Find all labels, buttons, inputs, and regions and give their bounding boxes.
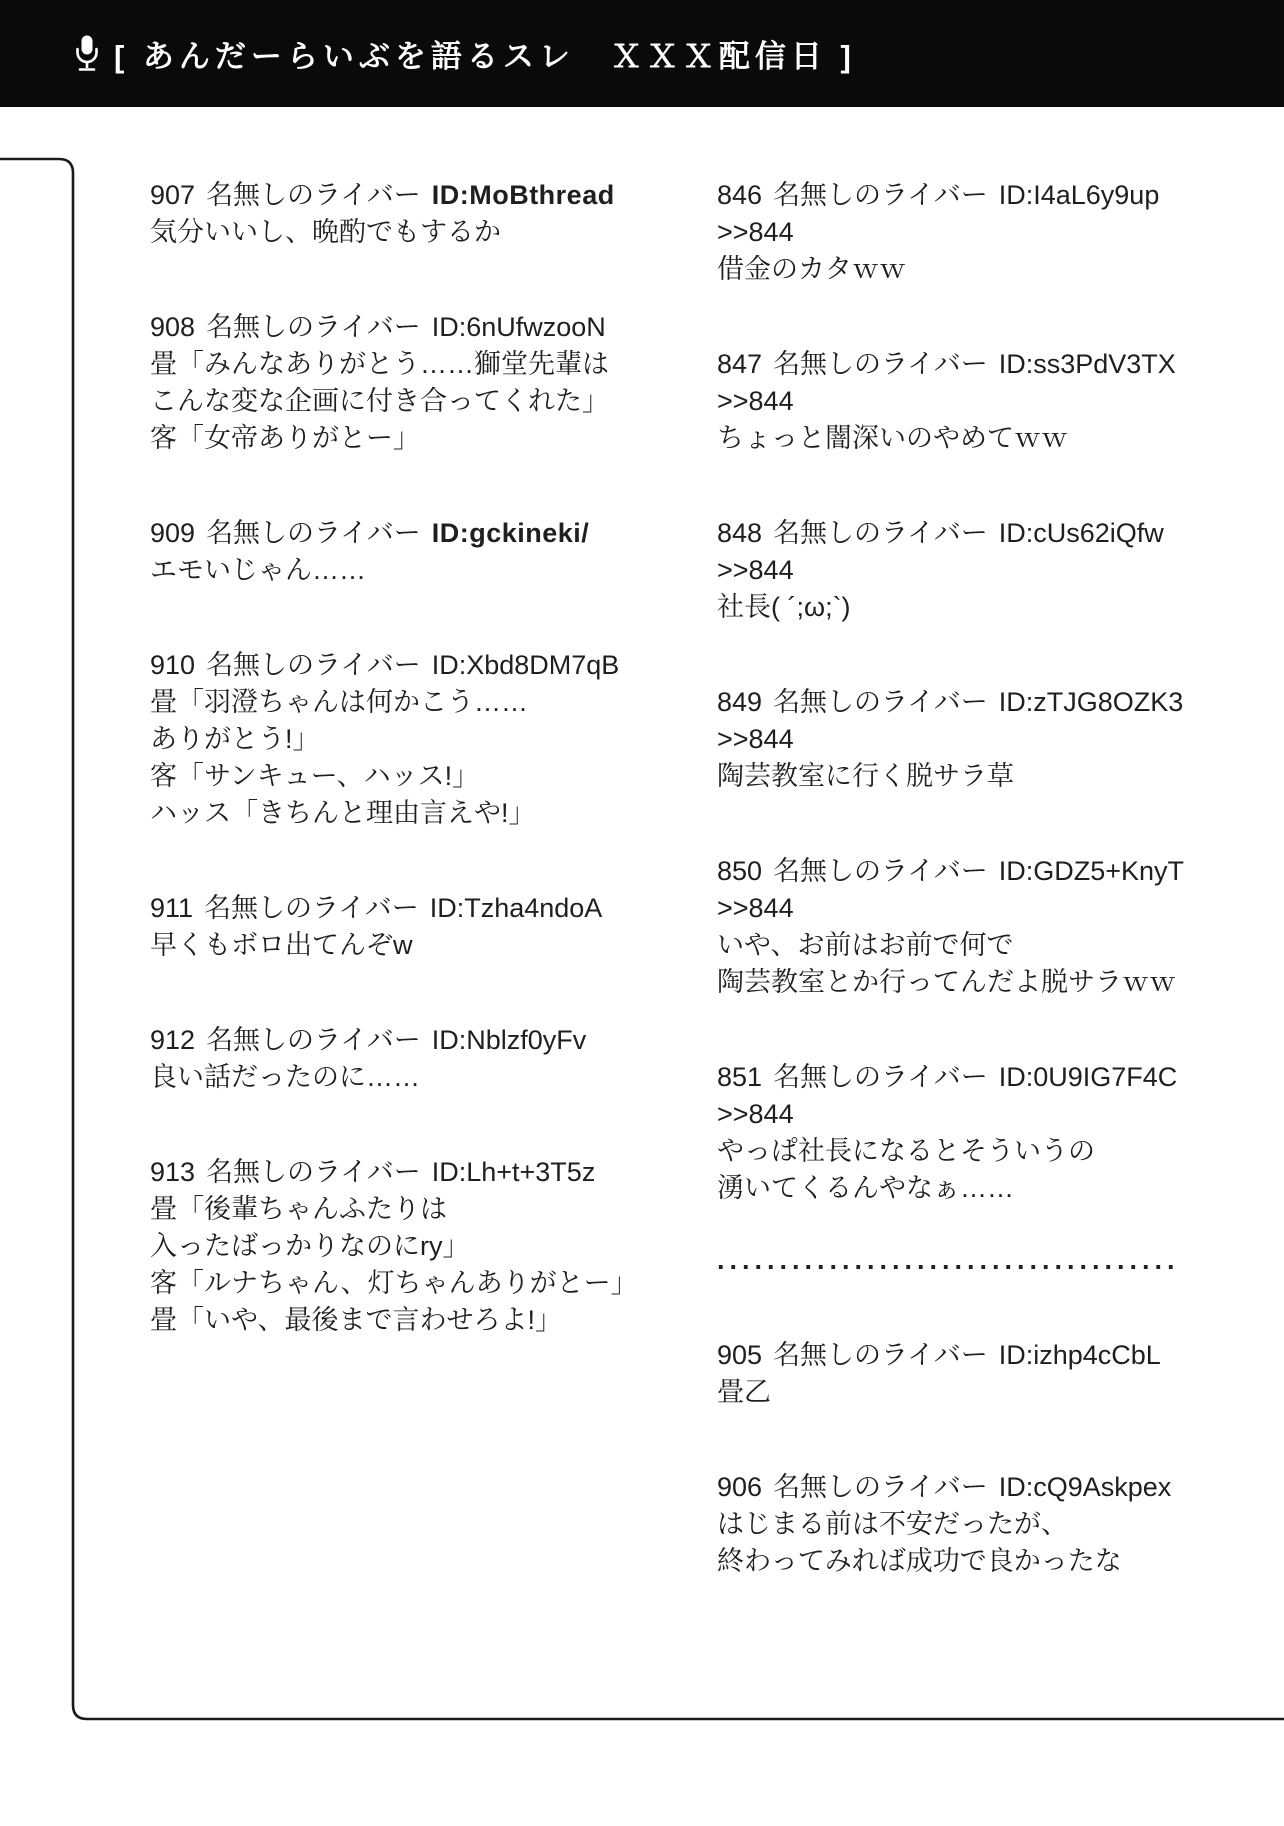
post-author: 名無しのライバー <box>206 518 421 548</box>
post-number: 911 <box>150 893 194 923</box>
post-header <box>150 1154 638 1191</box>
microphone-icon <box>74 34 100 74</box>
post-header <box>717 1469 1184 1506</box>
thread-column-left <box>150 177 638 1397</box>
post-id: ID:0U9IG7F4C <box>998 1062 1178 1092</box>
post-line: 畳「後輩ちゃんふたりは <box>150 1194 447 1224</box>
post-line: 借金のカタｗｗ <box>717 254 906 284</box>
anchor-reference-line: >>844 <box>717 555 794 585</box>
separator-dots: ..................................... <box>717 1245 1180 1275</box>
post-id: ID:Tzha4ndoA <box>429 893 603 923</box>
post <box>717 1337 1184 1411</box>
post-line: こんな変な企画に付き合ってくれた」 <box>150 386 609 416</box>
post-id: ID:izhp4cCbL <box>998 1340 1161 1370</box>
anchor-reference-line: >>844 <box>717 893 794 923</box>
post-line: 畳乙 <box>717 1377 771 1407</box>
anchor-reference-line: >>844 <box>717 386 794 416</box>
post <box>150 647 638 832</box>
post-line: 客「女帝ありがとー」 <box>150 423 420 453</box>
post-line: 畳「羽澄ちゃんは何かこう…… <box>150 687 528 717</box>
post-id: ID:ss3PdV3TX <box>998 349 1176 379</box>
post-number: 848 <box>717 518 763 548</box>
post-number: 912 <box>150 1025 196 1055</box>
post <box>150 177 638 251</box>
post <box>717 515 1184 626</box>
post-line: 入ったばっかりなのにry」 <box>150 1231 470 1261</box>
post-number: 910 <box>150 650 196 680</box>
post-number: 849 <box>717 687 763 717</box>
post-header <box>150 309 638 346</box>
post-id: ID:gckineki/ <box>431 518 590 548</box>
post-author: 名無しのライバー <box>206 180 421 210</box>
post-author: 名無しのライバー <box>773 856 988 886</box>
post-line: 終わってみれば成功で良かったな <box>717 1546 1122 1576</box>
post-author: 名無しのライバー <box>206 1157 421 1187</box>
anchor-reference-line: >>844 <box>717 724 794 754</box>
post-author: 名無しのライバー <box>773 1062 988 1092</box>
post <box>717 346 1184 457</box>
post-header <box>150 515 638 552</box>
post-id: ID:MoBthread <box>431 180 615 210</box>
post <box>717 1059 1184 1207</box>
post-number: 905 <box>717 1340 763 1370</box>
post-header <box>717 853 1184 890</box>
thread-title: [ あんだーらいぶを語るスレ ＸＸＸ配信日 ] <box>114 39 856 74</box>
post-id: ID:cUs62iQfw <box>998 518 1164 548</box>
post-number: 908 <box>150 312 196 342</box>
post-number: 907 <box>150 180 196 210</box>
post-header <box>717 684 1184 721</box>
post-header <box>150 1022 638 1059</box>
post-line: 社長( ´;ω;`) <box>717 592 851 622</box>
post-author: 名無しのライバー <box>773 1472 988 1502</box>
anchor-reference-line: >>844 <box>717 1099 794 1129</box>
post-id: ID:I4aL6y9up <box>998 180 1160 210</box>
post <box>717 684 1184 795</box>
post-header <box>150 647 638 684</box>
post-id: ID:GDZ5+KnyT <box>998 856 1185 886</box>
post-line: ちょっと闇深いのやめてｗｗ <box>717 423 1068 453</box>
post <box>150 309 638 457</box>
post-line: 客「ルナちゃん、灯ちゃんありがとー」 <box>150 1268 638 1298</box>
post <box>717 177 1184 288</box>
post-line: ハッス「きちんと理由言えや!」 <box>150 798 536 828</box>
post-line: 畳「いや、最後まで言わせろよ!」 <box>150 1305 562 1335</box>
thread-column-right <box>717 177 1184 1638</box>
post-id: ID:Nblzf0yFv <box>431 1025 587 1055</box>
post-line: エモいじゃん…… <box>150 555 366 585</box>
post-author: 名無しのライバー <box>773 518 988 548</box>
post-header <box>150 177 638 214</box>
post-line: 良い話だったのに…… <box>150 1062 420 1092</box>
post-header <box>717 1059 1184 1096</box>
post-author: 名無しのライバー <box>773 687 988 717</box>
post-line: 早くもボロ出てんぞw <box>150 930 413 960</box>
post-author: 名無しのライバー <box>773 1340 988 1370</box>
post <box>150 1022 638 1096</box>
post <box>717 1469 1184 1580</box>
post-id: ID:Xbd8DM7qB <box>431 650 620 680</box>
post-line: 客「サンキュー、ハッス!」 <box>150 761 480 791</box>
post-number: 913 <box>150 1157 196 1187</box>
post-line: 畳「みんなありがとう……獅堂先輩は <box>150 349 609 379</box>
post-number: 850 <box>717 856 763 886</box>
post <box>150 1154 638 1339</box>
post-line: はじまる前は不安だったが、 <box>717 1509 1068 1539</box>
post-header <box>150 890 638 927</box>
post-line: ありがとう!」 <box>150 724 320 754</box>
post-line: 気分いいし、晩酌でもするか <box>150 217 501 247</box>
post-author: 名無しのライバー <box>206 1025 421 1055</box>
post-id: ID:zTJG8OZK3 <box>998 687 1184 717</box>
post-id: ID:cQ9Askpex <box>998 1472 1172 1502</box>
post-author: 名無しのライバー <box>204 893 419 923</box>
post-header <box>717 346 1184 383</box>
post-line: いや、お前はお前で何で <box>717 930 1014 960</box>
post-header <box>717 1337 1184 1374</box>
post-header <box>717 177 1184 214</box>
post <box>150 515 638 589</box>
post-line: やっぱ社長になるとそういうの <box>717 1136 1095 1166</box>
post-author: 名無しのライバー <box>773 349 988 379</box>
anchor-reference-line: >>844 <box>717 217 794 247</box>
post-line: 湧いてくるんやなぁ…… <box>717 1173 1014 1203</box>
post-author: 名無しのライバー <box>206 312 421 342</box>
post-author: 名無しのライバー <box>206 650 421 680</box>
post-number: 846 <box>717 180 763 210</box>
post <box>150 890 638 964</box>
post <box>717 853 1184 1001</box>
post-id: ID:Lh+t+3T5z <box>431 1157 596 1187</box>
post-number: 906 <box>717 1472 763 1502</box>
post-id: ID:6nUfwzooN <box>431 312 606 342</box>
post-number: 847 <box>717 349 763 379</box>
post-author: 名無しのライバー <box>773 180 988 210</box>
post-number: 851 <box>717 1062 763 1092</box>
thread-title-bar <box>0 0 1284 107</box>
post-header <box>717 515 1184 552</box>
post-line: 陶芸教室とか行ってんだよ脱サラｗｗ <box>717 967 1176 997</box>
post-number: 909 <box>150 518 196 548</box>
post-line: 陶芸教室に行く脱サラ草 <box>717 761 1014 791</box>
